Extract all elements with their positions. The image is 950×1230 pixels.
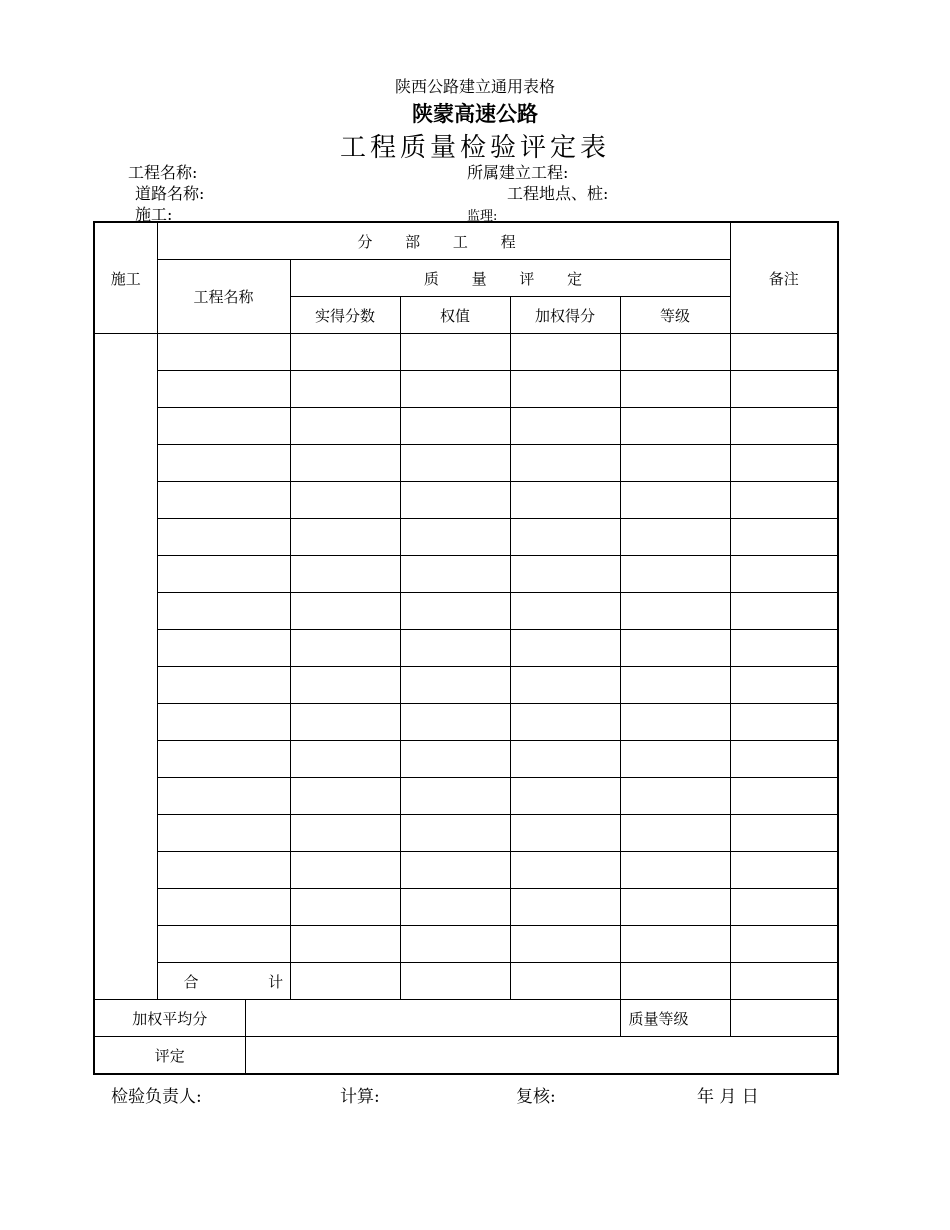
belongs-project-label: 所属建立工程:	[467, 163, 569, 182]
remarks-cell[interactable]	[730, 667, 838, 704]
project-name-cell[interactable]	[157, 482, 290, 519]
weighted-score-cell[interactable]	[510, 889, 620, 926]
evaluation-label: 评定	[94, 1037, 245, 1075]
weighted-score-cell[interactable]	[510, 482, 620, 519]
score-cell[interactable]	[290, 741, 400, 778]
total-label-right: 计	[268, 972, 284, 991]
construction-cell[interactable]	[94, 334, 157, 1000]
score-cell[interactable]	[290, 371, 400, 408]
grade-cell[interactable]	[620, 556, 730, 593]
score-cell[interactable]	[290, 852, 400, 889]
score-cell[interactable]	[290, 926, 400, 963]
table-row	[94, 519, 838, 556]
road-name-label: 道路名称:	[135, 184, 205, 203]
grade-cell[interactable]	[620, 704, 730, 741]
weight-cell[interactable]	[400, 778, 510, 815]
weight-cell[interactable]	[400, 334, 510, 371]
table-row	[94, 593, 838, 630]
project-name-cell[interactable]	[157, 704, 290, 741]
table-row	[94, 482, 838, 519]
grade-cell[interactable]	[620, 593, 730, 630]
weighted-score-header: 加权得分	[510, 297, 620, 334]
weighted-score-cell[interactable]	[510, 630, 620, 667]
grade-header: 等级	[620, 297, 730, 334]
score-cell[interactable]	[290, 482, 400, 519]
form-series-heading: 陕西公路建立通用表格	[394, 77, 555, 96]
weighted-score-cell[interactable]	[510, 704, 620, 741]
grade-cell[interactable]	[620, 926, 730, 963]
score-header: 实得分数	[290, 297, 400, 334]
project-name-cell[interactable]	[157, 926, 290, 963]
remarks-cell[interactable]	[730, 815, 838, 852]
table-row	[94, 852, 838, 889]
project-name-cell[interactable]	[157, 630, 290, 667]
sub-project-header: 分 部 工 程	[157, 222, 730, 260]
weighted-avg-label: 加权平均分	[94, 1000, 245, 1037]
total-label-left: 合	[183, 972, 199, 991]
weight-cell[interactable]	[400, 519, 510, 556]
form-title: 工程质量检验评定表	[339, 133, 610, 163]
weight-cell[interactable]	[400, 667, 510, 704]
score-cell[interactable]	[290, 519, 400, 556]
score-cell[interactable]	[290, 556, 400, 593]
total-remarks-cell[interactable]	[730, 963, 838, 1000]
project-name-cell[interactable]	[157, 445, 290, 482]
weighted-avg-value[interactable]	[245, 1000, 620, 1037]
grade-cell[interactable]	[620, 371, 730, 408]
supervision-label: 监理:	[467, 209, 498, 224]
project-name-cell[interactable]	[157, 334, 290, 371]
weight-header: 权值	[400, 297, 510, 334]
weight-cell[interactable]	[400, 889, 510, 926]
remarks-cell[interactable]	[730, 704, 838, 741]
weight-cell[interactable]	[400, 593, 510, 630]
project-name-cell[interactable]	[157, 408, 290, 445]
calculation-label: 计算:	[340, 1087, 380, 1107]
table-row	[94, 815, 838, 852]
inspector-label: 检验负责人:	[111, 1087, 202, 1107]
quality-grade-value[interactable]	[730, 1000, 838, 1037]
evaluation-value[interactable]	[245, 1037, 838, 1075]
weight-cell[interactable]	[400, 408, 510, 445]
project-name-cell[interactable]	[157, 741, 290, 778]
weighted-score-cell[interactable]	[510, 556, 620, 593]
weighted-score-cell[interactable]	[510, 815, 620, 852]
weight-cell[interactable]	[400, 741, 510, 778]
score-cell[interactable]	[290, 778, 400, 815]
remarks-cell[interactable]	[730, 852, 838, 889]
score-cell[interactable]	[290, 667, 400, 704]
weight-cell[interactable]	[400, 926, 510, 963]
remarks-cell[interactable]	[730, 408, 838, 445]
project-title: 陕蒙高速公路	[412, 102, 538, 126]
project-name-label: 工程名称:	[128, 163, 198, 182]
grade-cell[interactable]	[620, 889, 730, 926]
review-label: 复核:	[516, 1087, 556, 1107]
remarks-cell[interactable]	[730, 445, 838, 482]
weight-cell[interactable]	[400, 556, 510, 593]
table-row	[94, 371, 838, 408]
project-name-cell[interactable]	[157, 889, 290, 926]
table-row	[94, 889, 838, 926]
grade-cell[interactable]	[620, 741, 730, 778]
total-weighted-cell[interactable]	[510, 963, 620, 1000]
score-cell[interactable]	[290, 593, 400, 630]
grade-cell[interactable]	[620, 815, 730, 852]
table-row	[94, 778, 838, 815]
table-row	[94, 667, 838, 704]
table-row	[94, 556, 838, 593]
grade-cell[interactable]	[620, 445, 730, 482]
score-cell[interactable]	[290, 334, 400, 371]
table-row	[94, 926, 838, 963]
weight-cell[interactable]	[400, 371, 510, 408]
project-name-cell[interactable]	[157, 371, 290, 408]
quality-evaluation-table	[93, 221, 839, 1075]
quality-eval-header: 质 量 评 定	[290, 260, 730, 297]
weight-cell[interactable]	[400, 815, 510, 852]
weight-cell[interactable]	[400, 445, 510, 482]
remarks-cell[interactable]	[730, 334, 838, 371]
weighted-score-cell[interactable]	[510, 667, 620, 704]
quality-grade-label: 质量等级	[620, 1000, 730, 1037]
grade-cell[interactable]	[620, 630, 730, 667]
weighted-score-cell[interactable]	[510, 408, 620, 445]
weighted-score-cell[interactable]	[510, 593, 620, 630]
total-score-cell[interactable]	[290, 963, 400, 1000]
total-grade-cell[interactable]	[620, 963, 730, 1000]
weighted-score-cell[interactable]	[510, 926, 620, 963]
table-row	[94, 445, 838, 482]
table-row	[94, 334, 838, 371]
table-row	[94, 704, 838, 741]
grade-cell[interactable]	[620, 482, 730, 519]
remarks-cell[interactable]	[730, 482, 838, 519]
date-label: 年 月 日	[697, 1087, 759, 1107]
weighted-score-cell[interactable]	[510, 852, 620, 889]
location-label: 工程地点、桩:	[507, 184, 609, 203]
weighted-score-cell[interactable]	[510, 371, 620, 408]
grade-cell[interactable]	[620, 519, 730, 556]
weighted-score-cell[interactable]	[510, 445, 620, 482]
construction-header: 施工	[94, 222, 157, 334]
remarks-cell[interactable]	[730, 741, 838, 778]
score-cell[interactable]	[290, 408, 400, 445]
weighted-score-cell[interactable]	[510, 778, 620, 815]
project-name-cell[interactable]	[157, 778, 290, 815]
table-row	[94, 741, 838, 778]
grade-cell[interactable]	[620, 852, 730, 889]
remarks-cell[interactable]	[730, 926, 838, 963]
grade-cell[interactable]	[620, 778, 730, 815]
project-name-header: 工程名称	[157, 260, 290, 334]
score-cell[interactable]	[290, 630, 400, 667]
project-name-cell[interactable]	[157, 556, 290, 593]
grade-cell[interactable]	[620, 334, 730, 371]
construction-label: 施工:	[135, 205, 173, 224]
project-name-cell[interactable]	[157, 852, 290, 889]
remarks-cell[interactable]	[730, 778, 838, 815]
weight-cell[interactable]	[400, 482, 510, 519]
remarks-cell[interactable]	[730, 630, 838, 667]
total-weight-cell[interactable]	[400, 963, 510, 1000]
table-row	[94, 630, 838, 667]
score-cell[interactable]	[290, 704, 400, 741]
project-name-cell[interactable]	[157, 519, 290, 556]
remarks-cell[interactable]	[730, 889, 838, 926]
total-label-cell	[157, 963, 290, 1000]
grade-cell[interactable]	[620, 667, 730, 704]
remarks-cell[interactable]	[730, 519, 838, 556]
remarks-cell[interactable]	[730, 556, 838, 593]
remarks-cell[interactable]	[730, 593, 838, 630]
score-cell[interactable]	[290, 889, 400, 926]
score-cell[interactable]	[290, 445, 400, 482]
weighted-score-cell[interactable]	[510, 334, 620, 371]
weight-cell[interactable]	[400, 630, 510, 667]
score-cell[interactable]	[290, 815, 400, 852]
weight-cell[interactable]	[400, 704, 510, 741]
weighted-score-cell[interactable]	[510, 741, 620, 778]
project-name-cell[interactable]	[157, 667, 290, 704]
grade-cell[interactable]	[620, 408, 730, 445]
table-row	[94, 408, 838, 445]
project-name-cell[interactable]	[157, 593, 290, 630]
weight-cell[interactable]	[400, 852, 510, 889]
weighted-score-cell[interactable]	[510, 519, 620, 556]
remarks-header: 备注	[730, 222, 838, 334]
remarks-cell[interactable]	[730, 371, 838, 408]
project-name-cell[interactable]	[157, 815, 290, 852]
